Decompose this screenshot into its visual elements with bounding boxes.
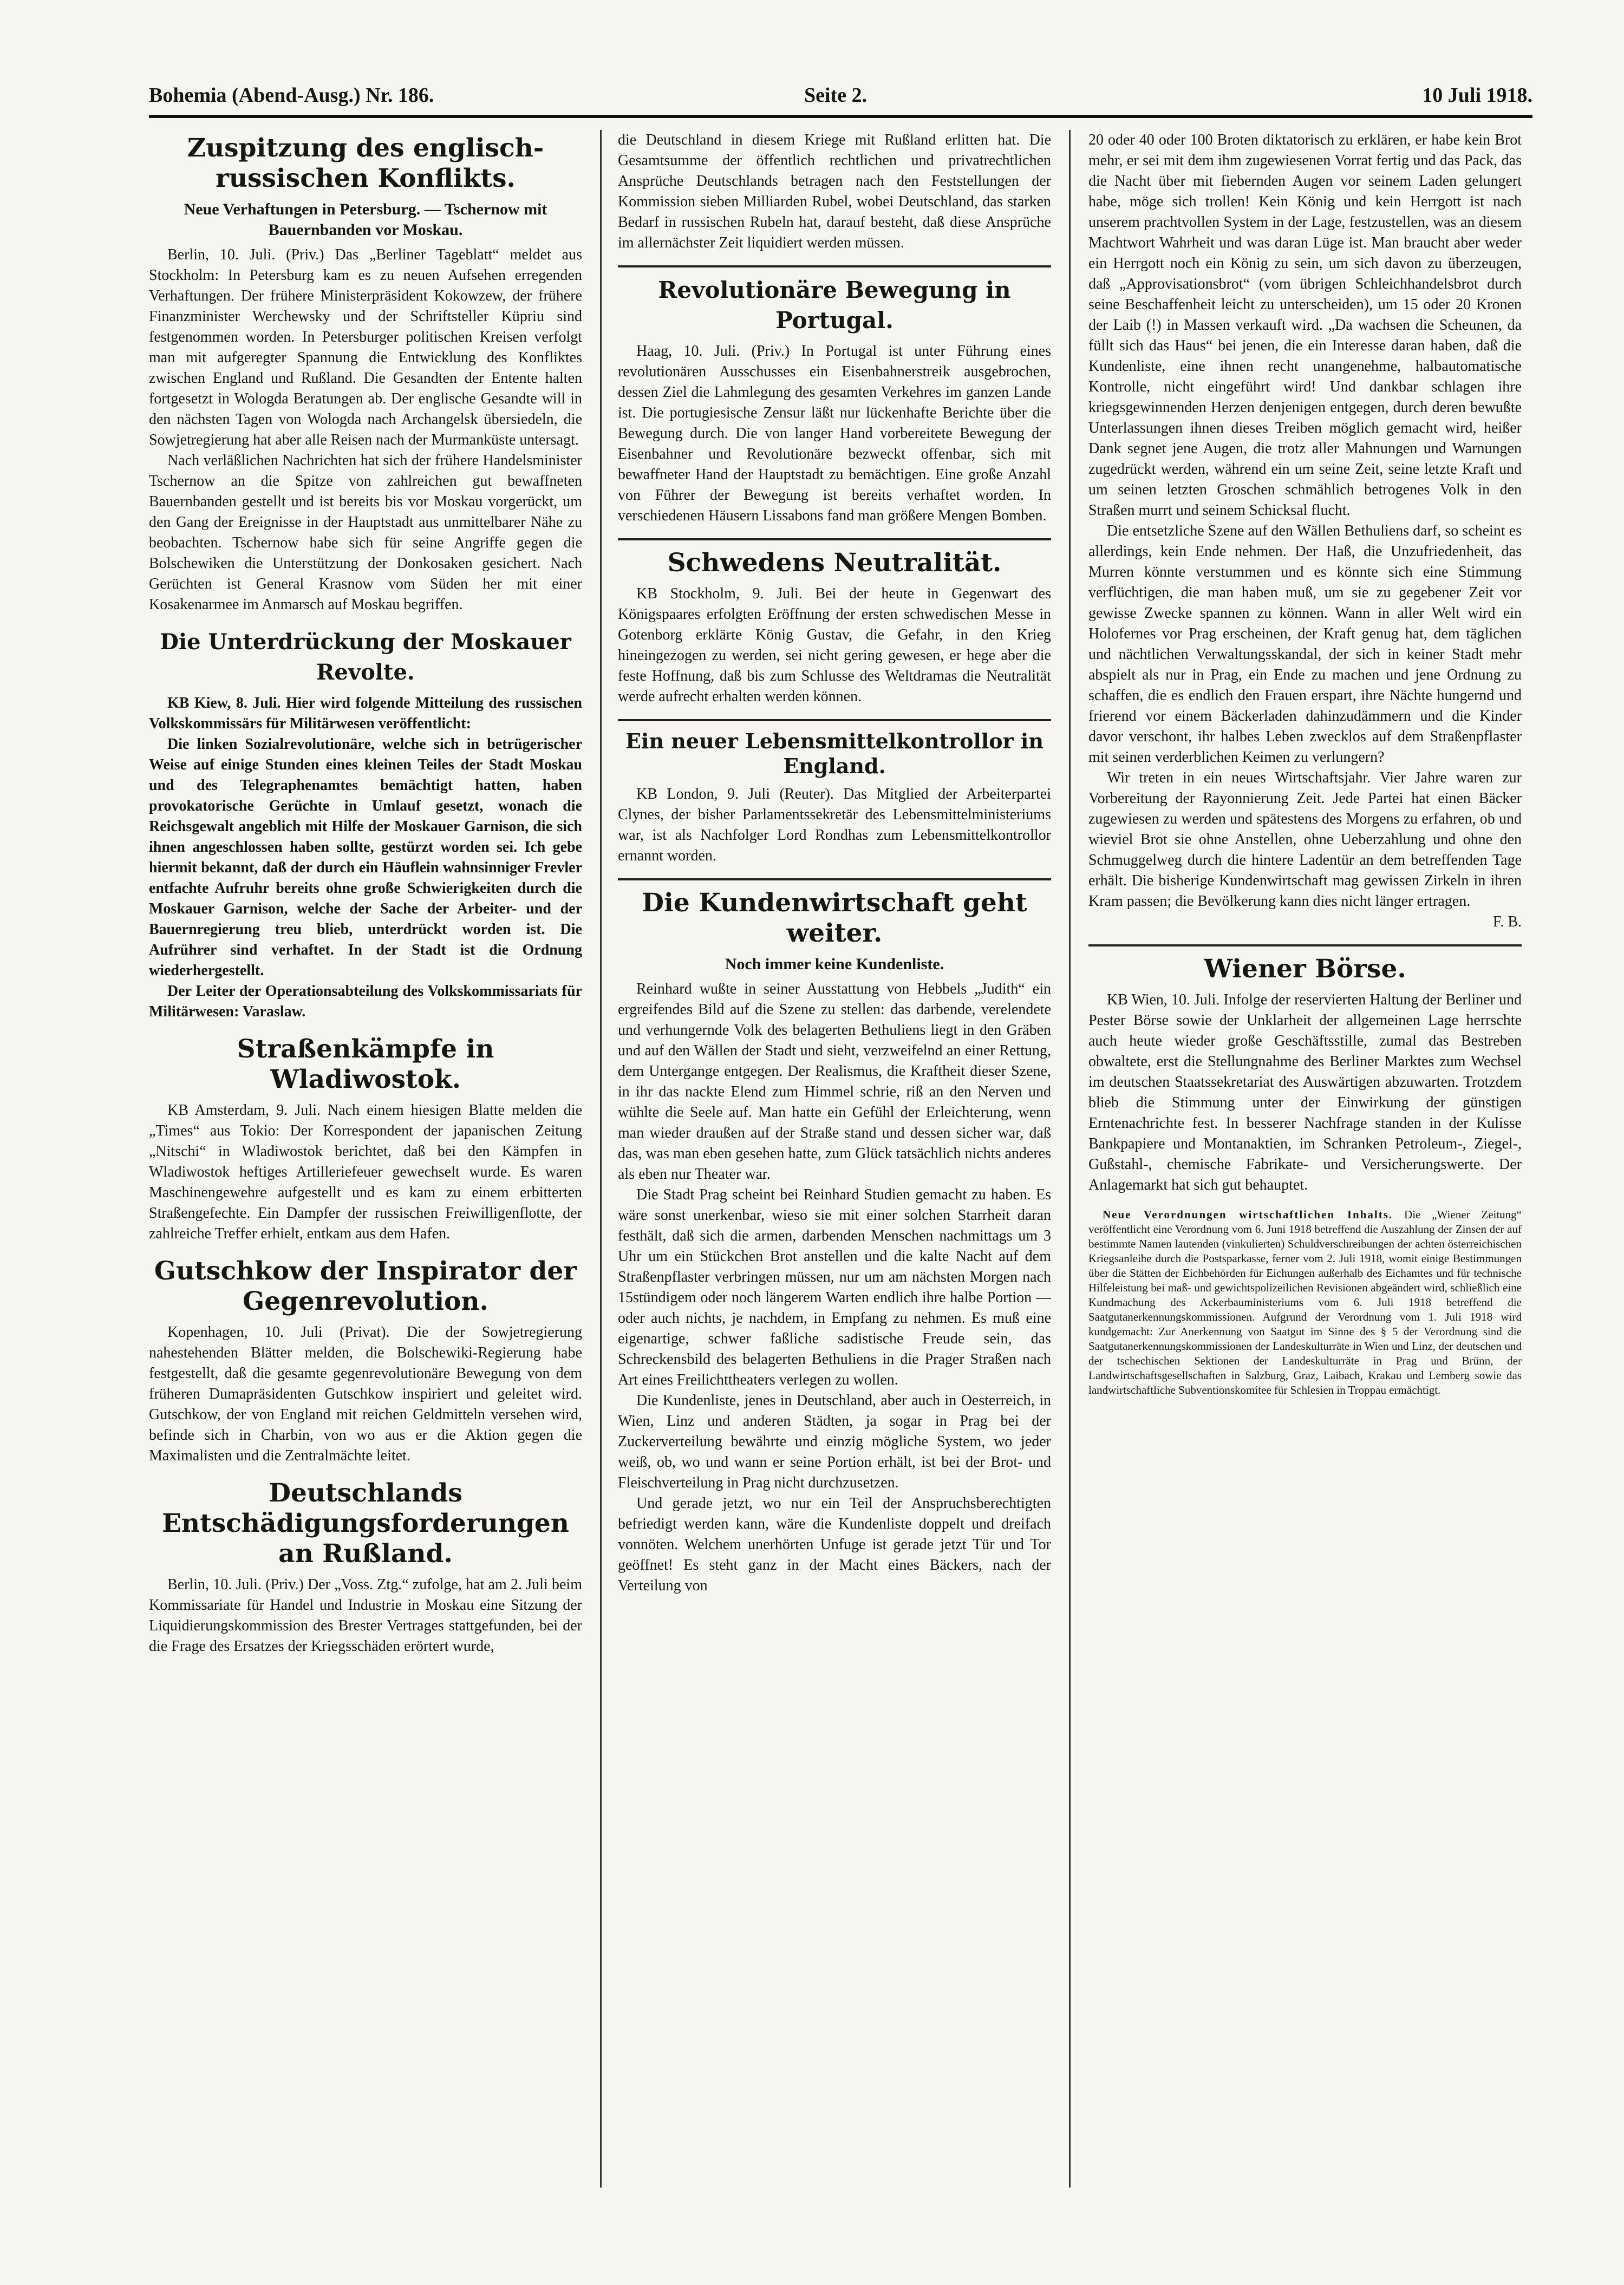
paragraph: KB Kiew, 8. Juli. Hier wird folgende Mitteilung des russischen Volkskommissärs für Militärwesen veröffentlicht: [149, 695, 582, 732]
article-stock-exchange [1088, 954, 1522, 1196]
paragraph: Haag, 10. Juli. (Priv.) In Portugal ist unter Führung eines revolutionären Ausschusses ein Eisenbahnerstreik ausgebrochen, dessen Ziel die Lahmlegung des gesamten Verkehres im ganzen Lande ist. Die portugiesische Zensur läßt nur lückenhafte Berichte über die Bewegung durch. Die von langer Hand vorbereitete Bewegung der Eisenbahner und Revolutionäre bezweckt offenbar, sich mit bewaffneter Hand der Hauptstadt zu bemächtigen. Eine große Anzahl von Führer der Bewegung ist bereits verhaftet worden. In verschiedenen Häusern Lissabons fand man größere Mengen Bomben. [618, 343, 1051, 524]
paragraph: KB London, 9. Juli (Reuter). Das Mitglied der Arbeiterpartei Clynes, der bisher Parlamentssekretär des Lebensmittelministeriums war, ist als Nachfolger Lord Rondhas zum Lebensmittelkontrollor ernannt worden. [618, 786, 1051, 864]
regulations-label: Neue Verordnungen wirtschaftlichen Inhalts. [1103, 1208, 1393, 1221]
paragraph: Berlin, 10. Juli. (Priv.) Das „Berliner Tageblatt“ meldet aus Stockholm: In Petersburg kam es zu neuen Aufsehen erregenden Verhaftungen. Der frühere Ministerpräsident Kokowzew, der frühere Finanzminister Werchewsky und der Schriftsteller Küpriu sind festgenommen worden. In Petersburger politischen Kreisen verfolgt man mit aufgeregter Spannung die Entwicklung des Konfliktes zwischen England und Rußland. Die Gesandten der Entente halten fortgesetzt in Wologda Beratungen ab. Der englische Gesandte will in den nächsten Tagen von Wologda nach Archangelsk übersiedeln, die Sowjetregierung hat aber alle Reisen nach der Murmanküste untersagt. [149, 246, 582, 448]
subhead-conflict: Neue Verhaftungen in Petersburg. — Tschernow mit Bauernbanden vor Moskau. [184, 200, 547, 239]
article-compensation-continued [618, 130, 1051, 253]
column-3 [1088, 130, 1522, 2188]
paragraph: Wir treten in ein neues Wirtschaftsjahr. Vier Jahre waren zur Vorbereitung der Rayonnierung Zeit. Jede Partei hat einen Bäcker zugewiesen zu werden und spätestens des Morgens zu erfahren, ob und wieviel Brot sie ohne Anstellen, ohne Ueberzahlung und ohne den Schmuggelweg durch die hintere Ladentür an dem betreffenden Tage erhält. Die bisherige Kundenwirtschaft mag gewissen Zirkeln in ihren Kram passen; die Bevölkerung kann dies nicht länger ertragen. [1088, 769, 1522, 910]
article-customer-list-continued [1088, 130, 1522, 932]
headline-food-controller: Ein neuer Lebensmittelkontrollor in England. [625, 729, 1043, 778]
paragraph: Die Stadt Prag scheint bei Reinhard Studien gemacht zu haben. Es wäre sonst unerkenbar, wieso sie mit einer solchen Starrheit daran festhält, daß sich die armen, darbenden Menschen nachmittags um 3 Uhr um ein Stückchen Brot anstellen und die kalte Nacht auf dem Straßenpflaster verbringen müssen, nur um am nächsten Morgen nach 15stündigem oder noch längerem Warten endlich ihre halbe Portion — oder auch nichts, je nachdem, in Empfang zu nehmen. Es muß eine eigenartige, schwer faßliche sadistische Freude sein, das Schreckensbild des belagerten Bethuliens in die Prager Straßen nach Art eines Freilichttheaters verlegen zu wollen. [618, 1186, 1051, 1388]
paragraph: KB Wien, 10. Juli. Infolge der reservierten Haltung der Berliner und Pester Börse sowie der Unklarheit der allgemeinen Lage herrschte auch heute wieder große Geschäftsstille, zumal das Bestreben obwaltete, erst die Stellungnahme des Berliner Marktes zum Wechsel im deutschen Staatssekretariat des Auswärtigen abzuwarten. Trotzdem blieb die Stimmung unter der Einwirkung der günstigen Erntenachrichte fest. In besserer Nachfrage standen in der Kulisse Bankpapiere und Montanaktien, im Schranken Petroleum-, Ziegel-, Gußstahl-, chemische Fabrikate- und Versicherungswerte. Der Anlagemarkt hat sich gut behauptet. [1088, 991, 1522, 1193]
paragraph [1088, 1207, 1522, 1398]
paragraph: Reinhard wußte in seiner Ausstattung von Hebbels „Judith“ ein ergreifendes Bild auf die Szene zu stellen: das darbende, verelendete und verhungernde Volk des belagerten Bethuliens liegt in den Gräben und auf den Wällen der Stadt und sieht, verzweifelnd an einer Rettung, dem Untergange entgegen. Der Realismus, die Kraftheit dieser Szene, in ihr das nackte Elend zum Himmel schrie, riß an den Nerven und wühlte die Seele auf. Man hatte ein Gefühl der Erleichterung, wenn man wieder draußen auf der Straße stand und dessen sicher war, daß das, was man eben gesehen hatte, zum Glück tatsächlich nichts anderes als eben nur Theater war. [618, 981, 1051, 1183]
article-compensation [149, 1478, 582, 1657]
masthead-issue: Bohemia (Abend-Ausg.) Nr. 186. [149, 84, 434, 107]
paragraph: Die linken Sozialrevolutionäre, welche sich in betrügerischer Weise auf einige Stunden eines kleinen Teiles der Stadt Moskau und des Telegraphenamtes bemächtigt hatten, haben provokatorische Gerüchte in Umlauf gesetzt, wonach die Reichsgewalt angeblich mit Hilfe der Moskauer Garnison, die sich ihnen angeschlossen haben sollte, gestürzt worden sei. Ich gebe hiermit bekannt, daß der durch ein Häuflein wahnsinniger Frevler entfachte Aufruhr bereits ohne große Schwierigkeiten durch die Moskauer Garnison, welche der Sache der Arbeiter- und der Bauernregierung treu blieb, unterdrückt worden ist. Die Aufrührer sind verhaftet. In der Stadt ist die Ordnung wiederhergestellt. [149, 736, 582, 979]
headline-sweden: Schwedens Neutralität. [667, 548, 1002, 578]
section-rule [618, 878, 1051, 880]
paragraph: die Deutschland in diesem Kriege mit Rußland erlitten hat. Die Gesamtsumme der öffentlich rechtlichen und privatrechtlichen Ansprüche Deutschlands betragen nach den Feststellungen der Kommission sieben Milliarden Rubel, wobei Deutschland, das starken Bedarf in russischen Rubeln hat, darauf besteht, daß diese Ansprüche im allernächster Zeit liquidiert werden müssen. [618, 132, 1051, 251]
paragraph: Die entsetzliche Szene auf den Wällen Bethuliens darf, so scheint es allerdings, kein Ende nehmen. Der Haß, die Unzufriedenheit, das Murren könnte verstummen und es könnte sich eine Stimmung verflüchtigen, die man haben muß, um sie zu gegebener Zeit vor gewisse Zwecke spannen zu können. Wann in aller Welt wird ein Holofernes vor Prag erscheinen, der Kraft genug hat, dem täglichen und nächtlichen Verwaltungsskandal, der sich in keiner Stadt mehr abspielt als nur in Prag, ein Ende zu machen und jene Ordnung zu schaffen, die es endlich den Frauen erspart, ihre Nächte hungernd und frierend vor einem Bäckerladen dahinzudämmern und die Kinder davor verschont, ihr halbes Leben zwecklos auf dem Straßenpflaster mit seinen verderblichen Keimen zu verlungern? [1088, 523, 1522, 766]
column-2 [618, 130, 1051, 2188]
paragraph: KB Amsterdam, 9. Juli. Nach einem hiesigen Blatte melden die „Times“ aus Tokio: Der Korrespondent der japanischen Zeitung „Nitschi“ in Wladiwostok berichtet, daß bei den Kämpfen in Wladiwostok heftiges Artilleriefeuer gewechselt wurde. Es waren Maschinengewehre aufgestellt und es kam zu einem erbitterten Straßengefechte. Ein Dampfer der russischen Freiwilligenflotte, der zahlreiche Treffer erhielt, entkam aus dem Hafen. [149, 1102, 582, 1242]
header-rule [149, 115, 1532, 118]
section-rule [618, 265, 1051, 267]
article-sweden [618, 548, 1051, 707]
paragraph: Berlin, 10. Juli. (Priv.) Der „Voss. Ztg.“ zufolge, hat am 2. Juli beim Kommissariate für Handel und Industrie in Moskau eine Sitzung der Liquidierungskommission des Brester Vertrages stattgefunden, bei der die Frage des Ersatzes der Kriegsschäden erörtert wurde, [149, 1576, 582, 1655]
column-divider [1069, 130, 1071, 2188]
headline-customer-list: Die Kundenwirtschaft geht weiter. [642, 888, 1027, 948]
article-gutschkow [149, 1256, 582, 1466]
regulations-text: Die „Wiener Zeitung“ veröffentlicht eine Verordnung vom 6. Juni 1918 betreffend die Auszahlung der Zinsen der auf bestimmte Namen lautenden (vinkulierten) Schuldverschreibungen der achten österreichischen Kriegsanleihe durch die Postsparkasse, ferner vom 2. Juli 1918, womit einige Bestimmungen über die Stätten der Eichbehörden für Eichungen außerhalb des Eichamtes und für technische Hilfeleistung bei maß- und gewichtspolizeilichen Revisionen abgeändert wird, schließlich eine Kundmachung des Ackerbauministeriums vom 6. Juli 1918 betreffend die Saatgutanerkennungskommissionen. Aufgrund der Verordnung vom 1. Juli 1918 wird kundgemacht: Zur Anerkennung von Saatgut im Sinne des § 5 der Verordnung sind die Saatgutanerkennungskommissionen der Landeskulturräte in Wien und Linz, der deutschen und der tschechischen Sektionen der Landeskulturräte in Prag und Brünn, der Landwirtschaftsgesellschaften in Salzburg, Graz, Laibach, Krakau und Lemberg sowie das landwirtschaftliche Subventionskomitee für Schlesien in Troppau ermächtigt. [1088, 1208, 1522, 1396]
article-customer-list [618, 888, 1051, 1596]
article-food-controller [618, 729, 1051, 866]
subhead-customer-list: Noch immer keine Kundenliste. [725, 955, 944, 973]
section-rule [618, 538, 1051, 540]
paragraph: Und gerade jetzt, wo nur ein Teil der Anspruchsberechtigten befriedigt werden kann, wäre die Kundenliste doppelt und dreifach vonnöten. Welchem unerhörten Unfuge ist gerade jetzt Tür und Tor geöffnet! Es steht ganz in der Macht eines Bäckers, nach der Verteilung von [618, 1495, 1051, 1594]
article-conflict [149, 133, 582, 615]
headline-gutschkow: Gutschkow der Inspirator der Gegenrevolution. [154, 1256, 577, 1316]
author-signature: F. B. [1492, 913, 1522, 930]
column-divider [600, 130, 602, 2188]
section-rule [618, 719, 1051, 721]
article-wladiwostok [149, 1034, 582, 1244]
page-header [149, 76, 1532, 114]
headline-wladiwostok: Straßenkämpfe in Wladiwostok. [237, 1034, 494, 1094]
headline-portugal: Revolutionäre Bewegung in Portugal. [658, 277, 1011, 334]
paragraph: Kopenhagen, 10. Juli (Privat). Die der Sowjetregierung nahestehenden Blätter melden, die Bolschewiki-Regierung habe festgestellt, daß die gesamte gegenrevolutionäre Bewegung von dem früheren Dumapräsidenten Gutschkow inspiriert und geleitet wird. Gutschkow, der von England mit reichen Geldmitteln versehen wird, befinde sich in Charbin, von wo aus er die Aktion gegen die Maximalisten und die Zentralmächte leitet. [149, 1324, 582, 1464]
headline-compensation: Deutschlands Entschädigungsforderungen an Rußland. [162, 1478, 569, 1569]
page-number: Seite 2. [804, 84, 868, 107]
page-content [149, 65, 1532, 2209]
paragraph: Nach verläßlichen Nachrichten hat sich der frühere Handelsminister Tschernow an die Spitze von zahlreichen gut bewaffneten Bauernbanden gestellt und ist bereits bis vor Moskau vorgerückt, um den Gang der Ereignisse in der Hauptstadt aus unmittelbarer Nähe zu beobachten. Tschernow habe sich für seine Angriffe gegen die Bolschewiken die Unterstützung der Donkosaken gesichert. Nach Gerüchten ist General Krasnow vom Süden her mit einer Kosakenarmee im Anmarsch auf Moskau begriffen. [149, 452, 582, 613]
paragraph: Die Kundenliste, jenes in Deutschland, aber auch in Oesterreich, in Wien, Linz und anderen Städten, ja sogar in Prag bei der Zuckerverteilung bewährte und einzig mögliche System, wo jeder weiß, ob, wo und wann er seine Portion erhält, ist bei der Brot- und Fleischverteilung in Prag nicht durchzusetzen. [618, 1392, 1051, 1491]
section-rule [1088, 944, 1522, 946]
article-portugal [618, 275, 1051, 526]
headline-stock-exchange: Wiener Börse. [1204, 954, 1406, 984]
column-1 [149, 130, 582, 2188]
headline-conflict: Zuspitzung des englisch-russischen Konflikts. [187, 133, 544, 193]
article-regulations [1088, 1207, 1522, 1398]
headline-moscow-revolt: Die Unterdrückung der Moskauer Revolte. [160, 629, 571, 685]
issue-date: 10 Juli 1918. [1422, 84, 1532, 107]
paragraph: 20 oder 40 oder 100 Broten diktatorisch zu erklären, er habe kein Brot mehr, er sei mit dem ihm zugewiesenen Vorrat fertig und das Pack, das die Nacht über mit fiebernden Augen vor seinem Laden gelungert habe, möge sich trollen! Kein König und kein Herrgott ist nach unserem prachtvollen System in der Lage, festzustellen, was an diesem Machtwort Wahrheit und was daran Lüge ist. Man braucht aber weder ein Herrgott noch ein König zu sein, um sich davon zu überzeugen, daß „Approvisationsbrot“ (vom übrigen Schleichhandelsbrot durch seine Beschaffenheit leicht zu unterscheiden), um 15 oder 20 Kronen der Laib (!) in Massen verkauft wird. „Da wachsen die Scheunen, da füllt sich das Haus“ bei jenen, die ein Interesse daran haben, daß die Kundenliste, eine ihnen recht unangenehme, halbautomatische Kontrolle, nicht eingeführt wird! Und dankbar schlagen ihre kriegsgewinnenden Herzen denjenigen entgegen, durch deren bewußte Unterlassungen ihnen dieses Treiben möglich gemacht wird, heißer Dank segnet jene Augen, die trotz aller Mahnungen und Warnungen zugedrückt werden, während ein um seine Zeit, seine letzte Kraft und um seinen letzten Groschen schmählich betrogenes Volk in den Straßen murrt und seinem Schicksal flucht. [1088, 132, 1522, 519]
paragraph: KB Stockholm, 9. Juli. Bei der heute in Gegenwart des Königspaares erfolgten Eröffnung der ersten schwedischen Messe in Gotenborg erklärte König Gustav, die Gefahr, in den Krieg hineingezogen zu werden, sei nicht gering gewesen, er hege aber die feste Hoffnung, daß bis zum Schlusse des Weltdramas die Neutralität werde aufrecht erhalten werden können. [618, 585, 1051, 705]
article-moscow-revolt [149, 627, 582, 1022]
paragraph: Der Leiter der Operationsabteilung des Volkskommissariats für Militärwesen: Varaslaw. [149, 983, 582, 1020]
